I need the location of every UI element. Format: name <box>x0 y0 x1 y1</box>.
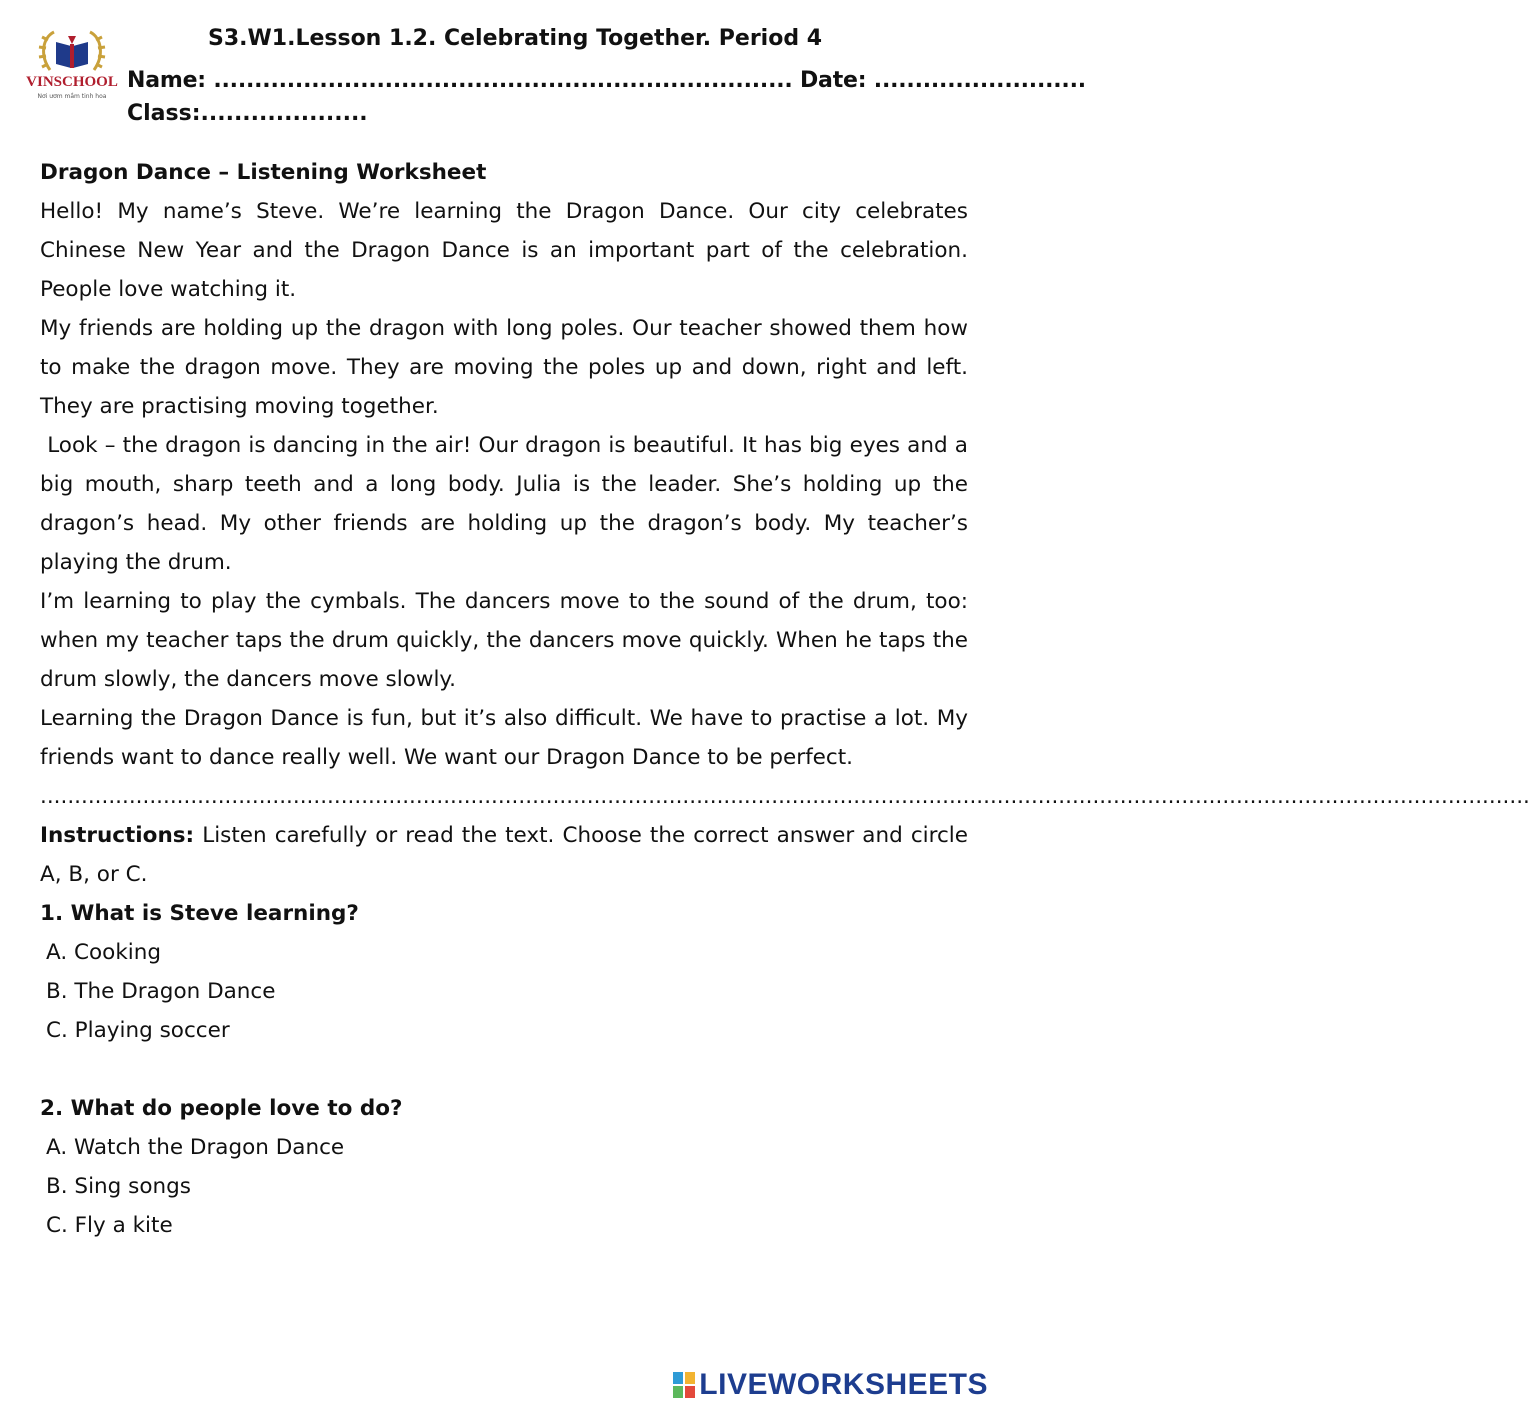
question-text: 2. What do people love to do? <box>40 1096 403 1121</box>
instructions-text: Listen carefully or read the text. Choose the correct answer and circle A, B, or C. <box>40 823 968 887</box>
svg-text:Nơi ươm mầm tinh hoa: Nơi ươm mầm tinh hoa <box>37 93 107 100</box>
passage-paragraph: Learning the Dragon Dance is fun, but it’s also difficult. We have to practise a lot. My friends want to dance really well. We want our Dragon Dance to be perfect. <box>40 706 968 770</box>
worksheet-content <box>40 153 1530 1245</box>
question-text: 1. What is Steve learning? <box>40 901 359 926</box>
answer-option[interactable]: A. Watch the Dragon Dance <box>46 1135 345 1160</box>
name-date-line: Name: ....................................................................... Date: .......................... <box>127 68 1086 93</box>
question-block <box>40 1089 968 1245</box>
brand-name: LIVEWORKSHEETS <box>699 1368 988 1401</box>
passage-paragraph: Look – the dragon is dancing in the air! Our dragon is beautiful. It has big eyes and a big mouth, sharp teeth and a long body. Julia is the leader. She’s holding up the dragon’s head. My other friends are holding up the dragon’s body. My teacher’s playing the drum. <box>40 433 975 575</box>
instructions <box>40 816 968 894</box>
instructions-label: Instructions: <box>40 823 195 848</box>
question-block <box>40 894 968 1050</box>
vinschool-logo <box>24 26 120 104</box>
passage-paragraph: Hello! My name’s Steve. We’re learning the Dragon Dance. Our city celebrates Chinese New Year and the Dragon Dance is an important part of the celebration. People love watching it. <box>40 199 968 302</box>
liveworksheets-logo-icon <box>673 1372 695 1398</box>
passage-paragraph: My friends are holding up the dragon with long poles. Our teacher showed them how to make the dragon move. They are moving the poles up and down, right and left. They are practising moving together. <box>40 316 968 419</box>
class-line: Class:.................... <box>127 101 368 126</box>
answer-option[interactable]: B. Sing songs <box>46 1174 191 1199</box>
liveworksheets-brand <box>673 1368 988 1402</box>
svg-text:VINSCHOOL: VINSCHOOL <box>26 74 118 90</box>
answer-option[interactable]: B. The Dragon Dance <box>46 979 276 1004</box>
passage-paragraph: I’m learning to play the cymbals. The dancers move to the sound of the drum, too: when my teacher taps the drum quickly, the dancers move quickly. When he taps the drum slowly, the dancers move slowly. <box>40 589 968 692</box>
separator-dots: .......................................................................................................................................................................................................................... <box>40 784 1530 809</box>
answer-option[interactable]: C. Playing soccer <box>46 1018 230 1043</box>
lesson-title: S3.W1.Lesson 1.2. Celebrating Together. Period 4 <box>208 26 823 51</box>
spacer <box>40 1050 968 1089</box>
answer-option[interactable]: A. Cooking <box>46 940 162 965</box>
vinschool-crest-icon <box>24 26 120 104</box>
worksheet-title: Dragon Dance – Listening Worksheet <box>40 160 487 185</box>
answer-option[interactable]: C. Fly a kite <box>46 1213 173 1238</box>
